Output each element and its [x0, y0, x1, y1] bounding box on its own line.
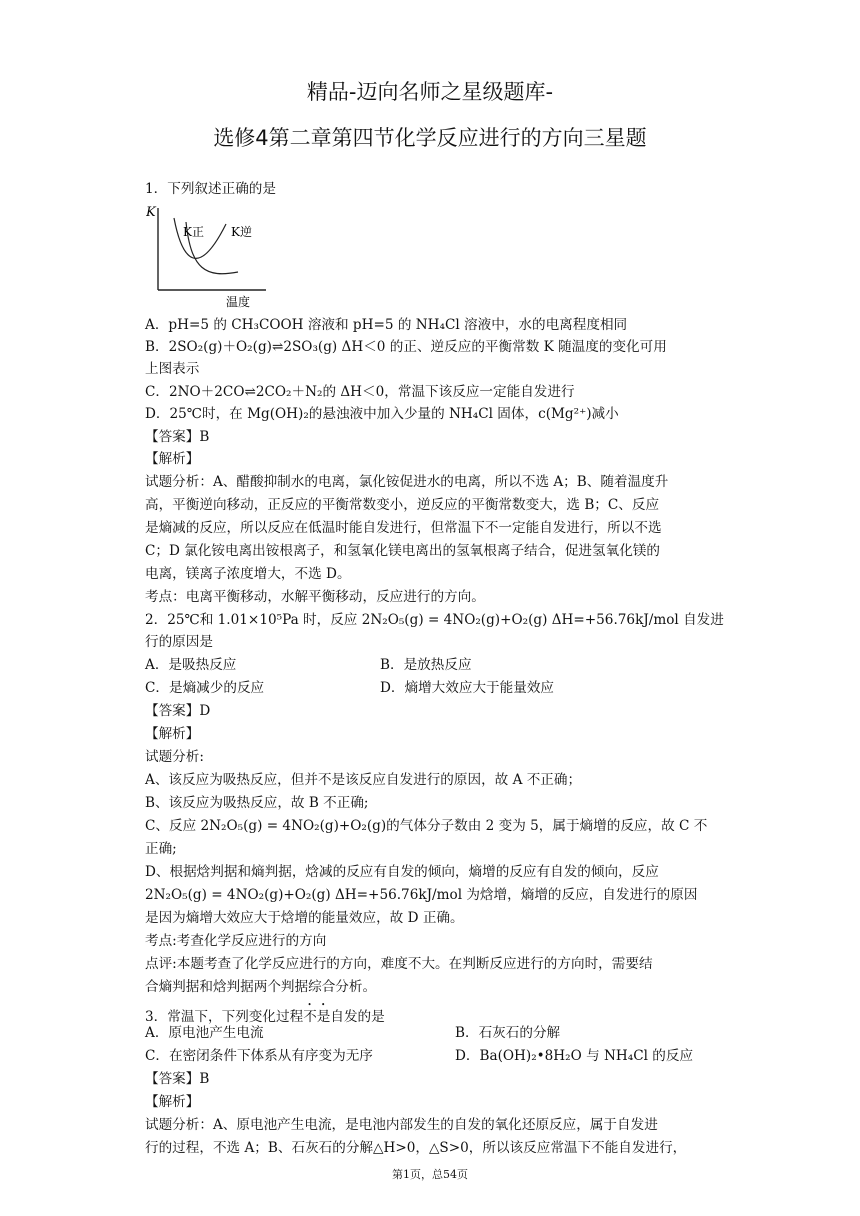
analysis-line: 2N₂O₅(g) = 4NO₂(g)+O₂(g) ΔH=+56.76kJ/mol 为焓增，熵增的反应，自发进行的原因	[145, 887, 698, 903]
option-line: A．是吸热反应	[145, 657, 237, 673]
option-line: C．在密闭条件下体系从有序变为无序	[145, 1048, 373, 1064]
question-emphasis: 不是	[303, 1009, 331, 1025]
question-line: C．2NO＋2CO⇌2CO₂＋N₂的 ΔH＜0，常温下该反应一定能自发进行	[145, 384, 575, 400]
analysis-line: D、根据焓判据和熵判据，焓减的反应有自发的倾向，熵增的反应有自发的倾向，反应	[145, 864, 659, 880]
question-line: 1．下列叙述正确的是	[145, 181, 276, 197]
graph-curve2-label: K逆	[231, 225, 252, 239]
analysis-line: B、该反应为吸热反应，故 B 不正确;	[145, 795, 369, 811]
question-line: 行的原因是	[145, 634, 213, 650]
analysis-line: 试题分析：A、醋酸抑制水的电离，氯化铵促进水的电离，所以不选 A；B、随着温度升	[145, 474, 669, 490]
graph-y-label: K	[146, 205, 156, 220]
question-line: 2．25℃和 1.01×10⁵Pa 时，反应 2N₂O₅(g) = 4NO₂(g)+O₂(g) ΔH=+56.76kJ/mol 自发进	[145, 612, 724, 628]
analysis-line: 电离，镁离子浓度增大，不选 D。	[145, 566, 351, 582]
analysis-line: 试题分析：A、原电池产生电流，是电池内部发生的自发的氧化还原反应，属于自发进	[145, 1117, 658, 1133]
analysis-line: 是熵减的反应，所以反应在低温时能自发进行，但常温下不一定能自发进行，所以不选	[145, 520, 662, 536]
option-line: D．熵增大效应大于能量效应	[380, 680, 555, 696]
analysis-heading: 【解析】	[145, 726, 200, 742]
option-line: A．原电池产生电流	[145, 1025, 264, 1041]
analysis-line: 合熵判据和焓判据两个判据综合分析。	[145, 979, 377, 995]
analysis-heading: 【解析】	[145, 451, 200, 467]
question-line	[145, 1001, 385, 1026]
graph-curve1-label: K正	[183, 225, 204, 239]
analysis-line: 是因为熵增大效应大于焓增的能量效应，故 D 正确。	[145, 910, 464, 926]
analysis-line: A、该反应为吸热反应，但并不是该反应自发进行的原因，故 A 不正确；	[145, 772, 582, 788]
option-line: C．是熵减少的反应	[145, 680, 265, 696]
analysis-line: 试题分析:	[145, 749, 204, 765]
analysis-line: C、反应 2N₂O₅(g) = 4NO₂(g)+O₂(g)的气体分子数由 2 变为 5，属于熵增的反应，故 C 不	[145, 818, 708, 834]
answer-line: 【答案】D	[145, 703, 211, 719]
k-temperature-graph	[146, 200, 271, 310]
question-suffix: 自发的是	[330, 1009, 385, 1025]
analysis-line: 行的过程，不选 A；B、石灰石的分解△H>0，△S>0，所以该反应常温下不能自发进行，	[145, 1140, 687, 1156]
question-line: B．2SO₂(g)＋O₂(g)⇌2SO₃(g) ΔH＜0 的正、逆反应的平衡常数 K 随温度的变化可用	[145, 339, 667, 355]
question-line: A．pH=5 的 CH₃COOH 溶液和 pH=5 的 NH₄Cl 溶液中，水的电离程度相同	[145, 317, 628, 333]
answer-line: 【答案】B	[145, 429, 210, 445]
page-title: 精品-迈向名师之星级题库-	[306, 80, 554, 104]
answer-line: 【答案】B	[145, 1071, 210, 1087]
question-prefix: 3．常温下，下列变化过程	[145, 1009, 304, 1025]
page-footer: 第1页，总54页	[392, 1168, 468, 1181]
option-line: B．是放热反应	[380, 657, 472, 673]
question-line: 上图表示	[145, 361, 200, 377]
page-subtitle: 选修4第二章第四节化学反应进行的方向三星题	[213, 126, 647, 150]
graph-x-label: 温度	[226, 295, 251, 309]
analysis-heading: 【解析】	[145, 1094, 200, 1110]
analysis-line: 点评:本题考查了化学反应进行的方向，难度不大。在判断反应进行的方向时，需要结	[145, 956, 653, 972]
analysis-line: 考点:考查化学反应进行的方向	[145, 933, 327, 949]
analysis-line: 正确;	[145, 841, 177, 857]
option-line: B．石灰石的分解	[455, 1025, 561, 1041]
analysis-line: C；D 氯化铵电离出铵根离子，和氢氧化镁电离出的氢氧根离子结合，促进氢氧化镁的	[145, 543, 660, 559]
analysis-line: 高，平衡逆向移动，正反应的平衡常数变小，逆反应的平衡常数变大，选 B；C、反应	[145, 497, 660, 513]
question-line: D．25℃时，在 Mg(OH)₂的悬浊液中加入少量的 NH₄Cl 固体，c(Mg²⁺)减小	[145, 406, 619, 422]
analysis-line: 考点：电离平衡移动，水解平衡移动，反应进行的方向。	[145, 589, 485, 605]
option-line: D．Ba(OH)₂•8H₂O 与 NH₄Cl 的反应	[455, 1048, 694, 1064]
